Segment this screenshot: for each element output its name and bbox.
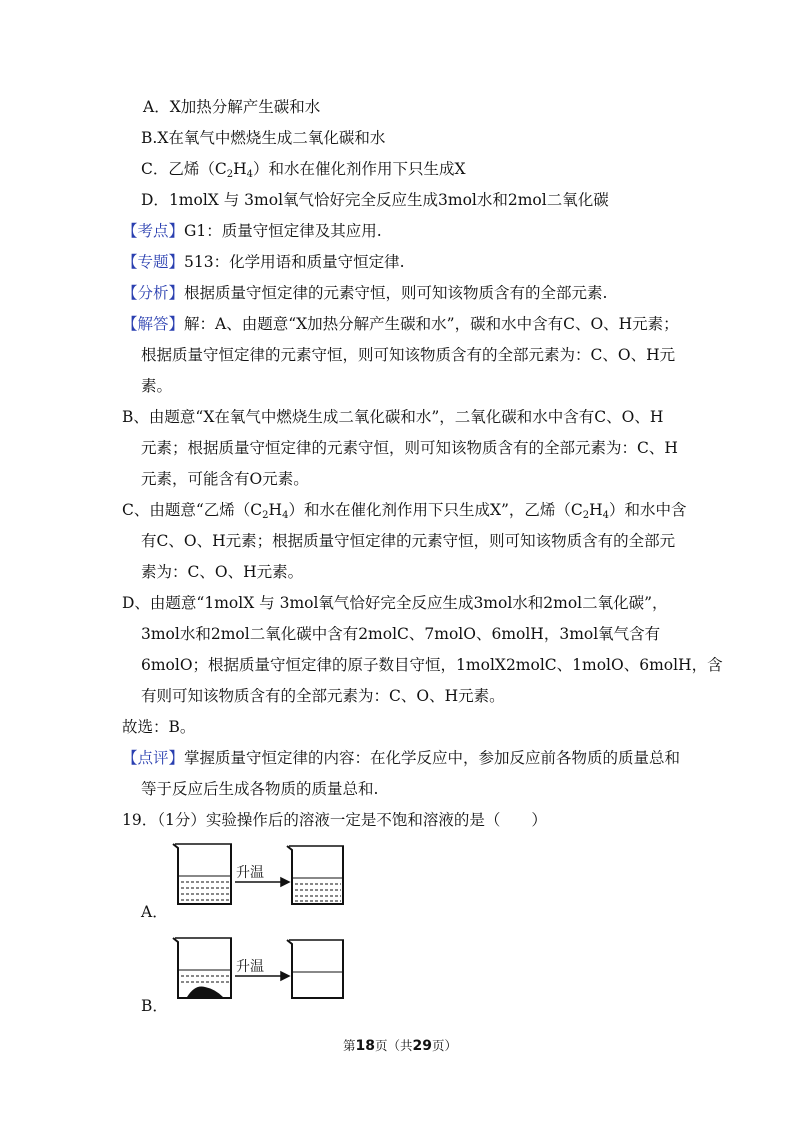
jieda-a-line1: 【解答】解：A、由题意“X加热分解产生碳和水”，碳和水中含有C、O、H元素；	[122, 315, 679, 333]
jieda-b-line3: 元素，可能含有O元素。	[141, 470, 309, 488]
page-footer: 第18页（共29页）	[342, 1038, 457, 1054]
jieda-d-line1: D、由题意“1molX 与 3mol氧气恰好完全反应生成3mol水和2mol二氧化碳”，	[122, 594, 668, 612]
solution-before	[179, 876, 230, 900]
beaker-after	[287, 940, 344, 998]
beaker-after	[287, 846, 344, 904]
jieda-d-line3: 6molO；根据质量守恒定律的原子数目守恒，1molX2molC、1molO、6molH，含	[141, 656, 723, 674]
jieda-d-line4: 有则可知该物质含有的全部元素为：C、O、H元素。	[141, 687, 505, 705]
option-a: A．X加热分解产生碳和水	[143, 98, 321, 116]
jieda-a-line2: 根据质量守恒定律的元素守恒，则可知该物质含有的全部元素为：C、O、H元	[141, 346, 676, 364]
option-a-arrow-label: 升温	[236, 865, 264, 881]
jieda-a-line3: 素。	[141, 377, 173, 395]
question-19: 19．（1分）实验操作后的溶液一定是不饱和溶液的是（ ）	[122, 811, 547, 829]
answer: 故选：B。	[122, 718, 196, 736]
zhuanti: 【专题】513：化学用语和质量守恒定律.	[122, 253, 405, 271]
option-b: B.X在氧气中燃烧生成二氧化碳和水	[141, 129, 386, 147]
jieda-c-line2: 有C、O、H元素；根据质量守恒定律的元素守恒，则可知该物质含有的全部元	[141, 532, 676, 550]
undissolved-solid	[187, 986, 223, 997]
jieda-d-line2: 3mol水和2mol二氧化碳中含有2molC、7molO、6molH，3mol氧气含有	[141, 625, 661, 643]
dianping-line1: 【点评】掌握质量守恒定律的内容：在化学反应中，参加反应前各物质的质量总和	[122, 749, 681, 767]
jieda-c-line1: C、由题意“乙烯$(C_2H_4)$和水在催化剂作用下只生成X”，乙烯$(C_2H_4)$和水中含	[122, 501, 687, 521]
kaodian: 【考点】G1：质量守恒定律及其应用.	[122, 222, 382, 240]
option-a-label: A．	[141, 903, 168, 921]
beaker-before	[173, 844, 232, 904]
option-d: D．1molX 与 3mol氧气恰好完全反应生成3mol水和2mol二氧化碳	[141, 191, 609, 209]
option-c: C．乙烯$(C_2H_4)$和水在催化剂作用下只生成X	[141, 160, 466, 180]
jieda-b-line2: 元素；根据质量守恒定律的元素守恒，则可知该物质含有的全部元素为：C、H	[141, 439, 678, 457]
solution-before	[179, 970, 230, 982]
fenxi: 【分析】根据质量守恒定律的元素守恒，则可知该物质含有的全部元素.	[122, 284, 608, 302]
jieda-b-line1: B、由题意“X在氧气中燃烧生成二氧化碳和水”，二氧化碳和水中含有C、O、H	[122, 408, 664, 426]
solution-after	[293, 878, 342, 901]
option-b-label: B．	[141, 997, 168, 1015]
option-b-arrow-label: 升温	[236, 959, 264, 975]
dianping-line2: 等于反应后生成各物质的质量总和.	[141, 780, 379, 798]
jieda-c-line3: 素为：C、O、H元素。	[141, 563, 304, 581]
